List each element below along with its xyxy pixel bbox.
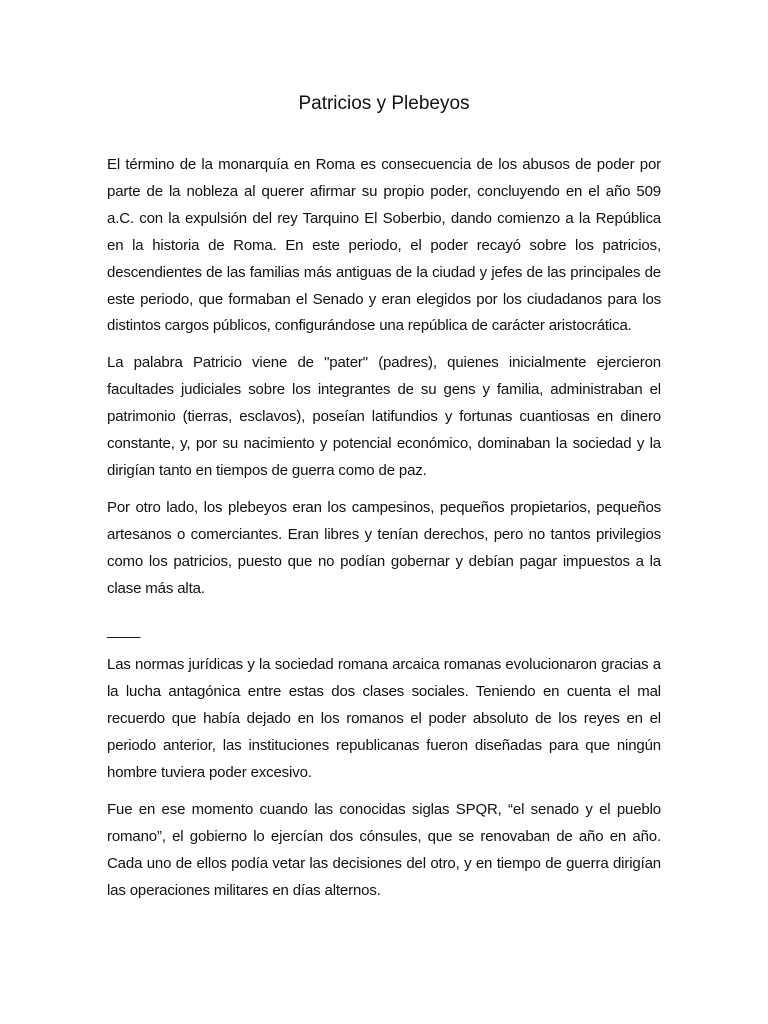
document-title: Patricios y Plebeyos xyxy=(298,93,470,114)
paragraph-3: Por otro lado, los plebeyos eran los campesinos, pequeños propietarios, pequeños artesanos o comerciantes. Eran libres y tenían derechos, pero no tantos privilegios como los patricios, puesto que no podían gobernar y debían pagar impuestos a la clase más alta. xyxy=(107,498,661,597)
paragraph-4: Las normas jurídicas y la sociedad romana arcaica romanas evolucionaron gracias a la lucha antagónica entre estas dos clases sociales. Teniendo en cuenta el mal recuerdo que había dejado en los romanos el poder absoluto de los reyes en el periodo anterior, las instituciones republicanas fueron diseñadas para que ningún hombre tuviera poder excesivo. xyxy=(107,656,661,782)
paragraph-2: La palabra Patricio viene de "pater" (padres), quienes inicialmente ejercieron facultades judiciales sobre los integrantes de su gens y familia, administraban el patrimonio (tierras, esclavos), poseían latifundios y fortunas cuantiosas en dinero constante, y, por su nacimiento y potencial económico, dominaban la sociedad y la dirigían tanto en tiempos de guerra como de paz. xyxy=(107,354,661,479)
document-body xyxy=(107,152,661,915)
paragraph-5: Fue en ese momento cuando las conocidas siglas SPQR, “el senado y el pueblo romano”, el gobierno lo ejercían dos cónsules, que se renovaban de año en año. Cada uno de ellos podía vetar las decisiones del otro, y en tiempo de guerra dirigían las operaciones militares en días alternos. xyxy=(107,800,661,899)
paragraph-1: El término de la monarquía en Roma es consecuencia de los abusos de poder por parte de la nobleza al querer afirmar su propio poder, concluyendo en el año 509 a.C. con la expulsión del rey Tarquino El Soberbio, dando comienzo a la República en la historia de Roma. En este periodo, el poder recayó sobre los patricios, descendientes de las familias más antiguas de la ciudad y jefes de las principales de este periodo, que formaban el Senado y eran elegidos por los ciudadanos para los distintos cargos públicos, configurándose una república de carácter aristocrática. xyxy=(107,156,661,335)
section-separator: ____ xyxy=(107,621,141,639)
